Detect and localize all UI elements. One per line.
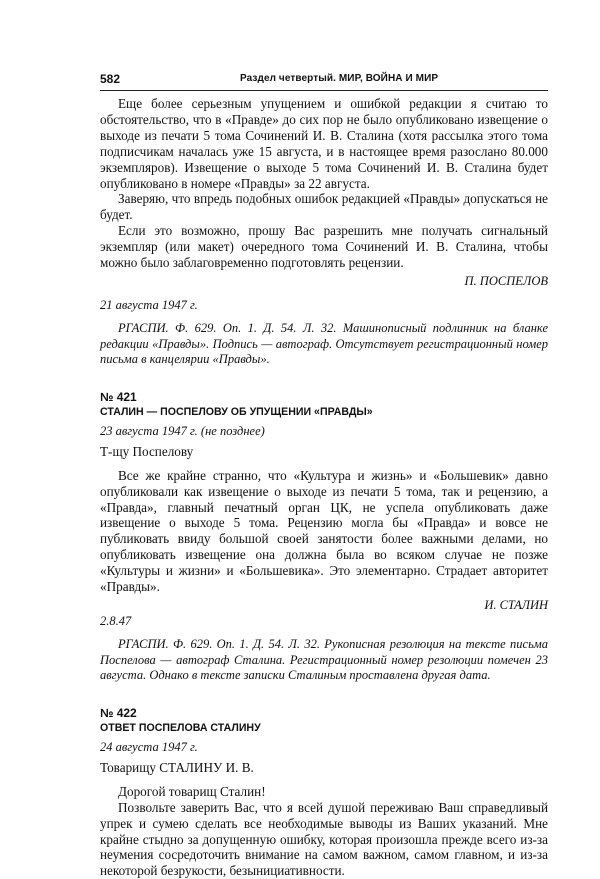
archive-source: РГАСПИ. Ф. 629. Оп. 1. Д. 54. Л. 32. Рукописная резолюция на тексте письма Поспелова — автограф Сталина. Регистрационный номер резолюции помечен 23 августа. Однако в тексте записки Сталиным проставлена другая дата. [100,637,548,683]
archive-source: РГАСПИ. Ф. 629. Оп. 1. Д. 54. Л. 32. Машинописный подлинник на бланке редакции «Правды». Подпись — автограф. Отсутствует регистрационный номер письма в канцелярии «Правды». [100,320,548,367]
paragraph: Если это возможно, прошу Вас разрешить мне получать сигнальный экземпляр (или макет) очередного тома Сочинений И. В. Сталина, чтобы можно было заблаговременно подготовлять рецензии. [100,223,548,271]
addressee: Товарищу СТАЛИНУ И. В. [100,759,254,775]
document-number: № 421 [100,389,137,404]
page-content [100,96,548,879]
addressee: Т-щу Поспелову [100,443,194,459]
header-rule [100,90,548,91]
page-number: 582 [100,72,121,86]
doc420-tail [100,96,548,368]
paragraph: Еще более серьезным упущением и ошибкой редакции я считаю то обстоятельство, что в «Правде» до сих пор не было опубликовано извещение о выходе из печати 5 тома Сочинений И. В. Сталина (хотя рассылка этого тома подписчикам началась уже 15 августа, и в настоящее время разослано 80.000 экземпляров). Извещение о выходе 5 тома Сочинений И. В. Сталина будет опубликовано в номере «Правды» за 22 августа. [100,96,548,191]
salutation: Дорогой товарищ Сталин! [118,783,266,799]
document-date: 23 августа 1947 г. (не позднее) [100,423,265,438]
document-number: № 422 [100,705,137,720]
section-title: Раздел четвертый. МИР, ВОЙНА И МИР [240,73,439,84]
letter-date: 21 августа 1947 г. [100,297,198,312]
paragraph: Все же крайне странно, что «Культура и жизнь» и «Большевик» давно опубликовали как извещение о выходе из печати 5 тома, так и рецензию, а «Правда», главный печатный орган ЦК, не успела опубликовать даже извещение о выходе 5 тома. Рецензию могла бы «Правда» и вовсе не публиковать ввиду большой своей занятости более важными делами, но опубликовать извещение она должна была во всяком случае не позже «Культуры и жизни» и «Большевика». Это элементарно. Страдает авторитет «Правды». [100,467,548,595]
paragraph: Позвольте заверить Вас, что я всей душой переживаю Ваш справедливый упрек и сумею сделать все необходимые выводы из Ваших указаний. Мне крайне стыдно за допущенную ошибку, которая произошла прежде всего из-за неумения сосредоточить внимание на самом важном, самом главном, и из-за некоторой безрукости, безынициативности. [100,799,548,879]
running-header [100,72,548,90]
doc421 [100,390,548,684]
doc422 [100,706,548,879]
paragraph: Заверяю, что впредь подобных ошибок редакцией «Правды» допускаться не будет. [100,191,548,223]
signature: И. СТАЛИН [484,598,548,612]
document-title: СТАЛИН — ПОСПЕЛОВУ ОБ УПУЩЕНИИ «ПРАВДЫ» [100,405,373,418]
document-date: 24 августа 1947 г. [100,739,198,754]
document-title: ОТВЕТ ПОСПЕЛОВА СТАЛИНУ [100,721,261,734]
signature: П. ПОСПЕЛОВ [464,273,548,288]
date-signed: 2.8.47 [100,614,132,628]
